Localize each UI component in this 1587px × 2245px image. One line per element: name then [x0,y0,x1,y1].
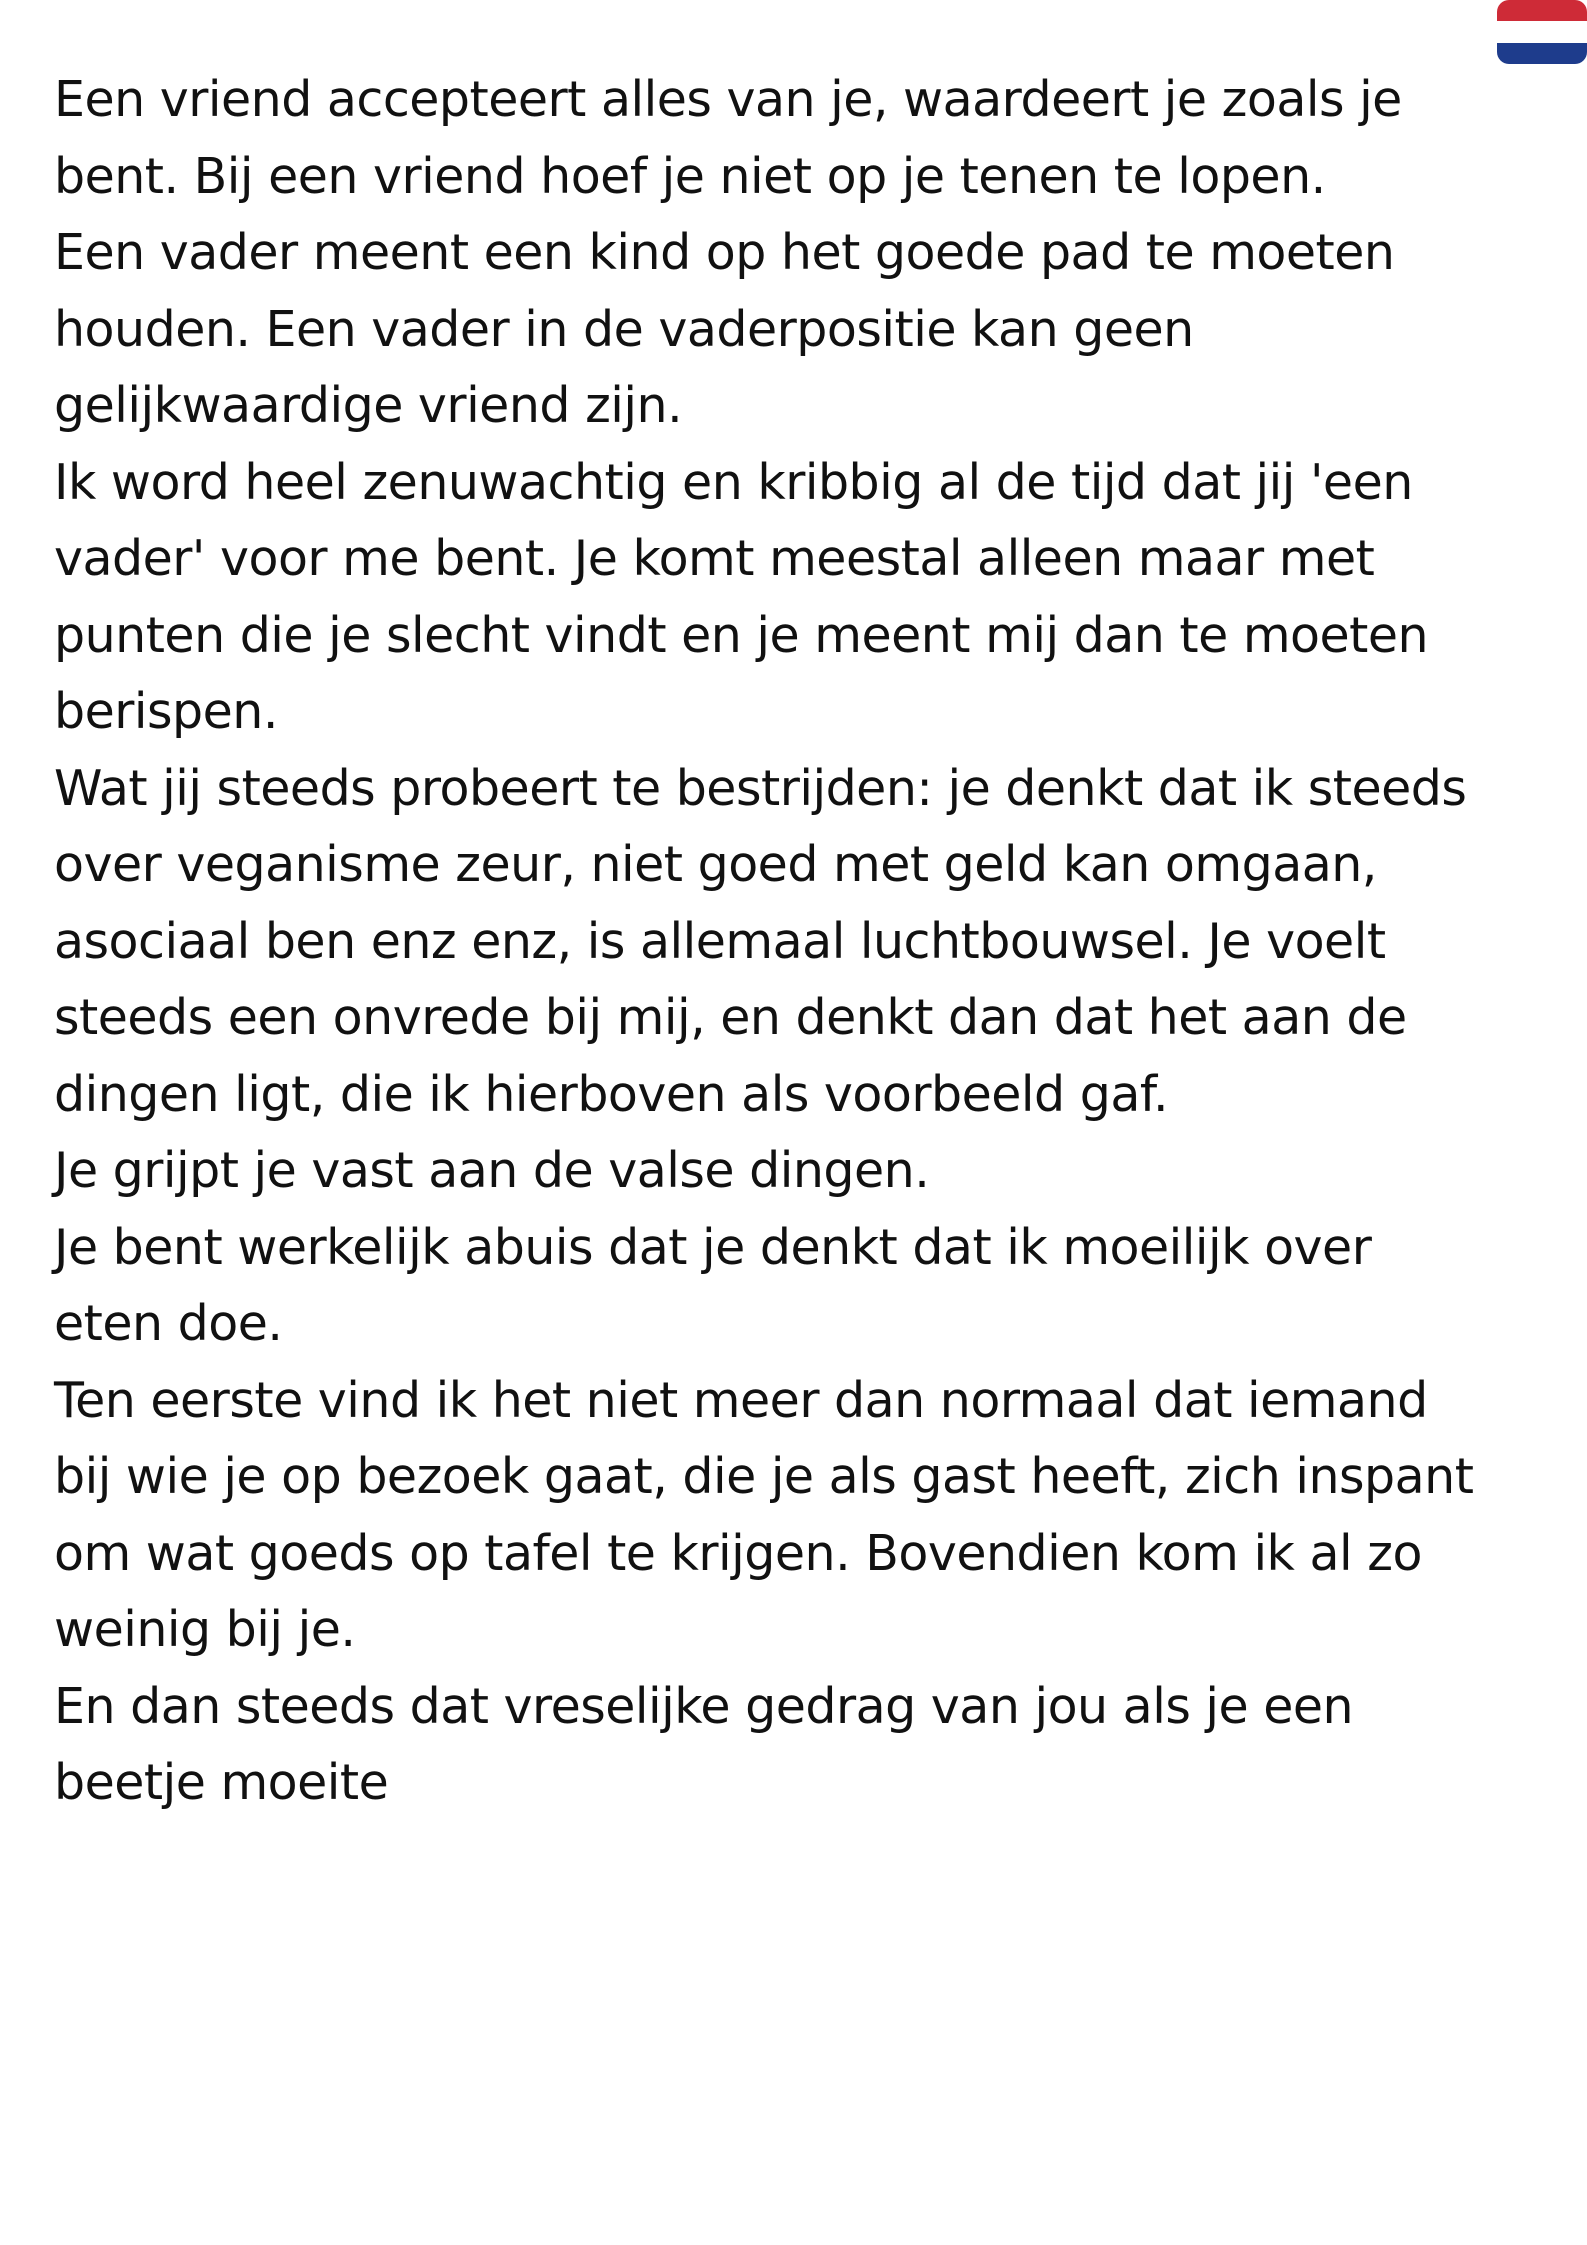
text-line: over veganisme zeur, niet goed met geld kan omgaan, [54,836,1377,893]
text-line: dingen ligt, die ik hierboven als voorbeeld gaf. [54,1065,1169,1123]
text-line: om wat goeds op tafel te krijgen. Bovendien kom ik al zo [54,1524,1422,1582]
text-line: Je bent werkelijk abuis dat je denkt dat ik moeilijk over [54,1218,1372,1276]
text-line: Wat jij steeds probeert te bestrijden: je denkt dat ik steeds [54,759,1467,817]
text-line: beetje moeite [54,1754,389,1811]
text-line: weinig bij je. [54,1601,356,1658]
netherlands-flag-icon [1497,0,1587,64]
text-line: Een vader meent een kind op het goede pad te moeten [54,224,1395,281]
text-line: Ik word heel zenuwachtig en kribbig al de tijd dat jij 'een [54,453,1413,511]
text-line: Ten eerste vind ik het niet meer dan normaal dat iemand [54,1371,1428,1429]
text-line: steeds een onvrede bij mij, en denkt dan dat het aan de [54,989,1407,1046]
text-line: houden. Een vader in de vaderpositie kan geen [54,300,1194,358]
text-line: gelijkwaardige vriend zijn. [54,377,683,434]
letter-text [54,62,1582,1822]
text-line: eten doe. [54,1295,283,1352]
text-line: Je grijpt je vast aan de valse dingen. [54,1142,930,1199]
text-line: En dan steeds dat vreselijke gedrag van jou als je een [54,1677,1354,1735]
flag-stripe-white [1497,21,1587,42]
text-line: punten die je slecht vindt en je meent mij dan te moeten [54,606,1429,664]
text-line: Een vriend accepteert alles van je, waardeert je zoals je [54,71,1402,128]
text-line: bij wie je op bezoek gaat, die je als gast heeft, zich inspant [54,1448,1474,1505]
text-line: berispen. [54,683,278,740]
flag-stripe-red [1497,0,1587,21]
text-line: bent. Bij een vriend hoef je niet op je tenen te lopen. [54,147,1326,205]
flag-stripe-blue [1497,43,1587,64]
text-line: asociaal ben enz enz, is allemaal luchtbouwsel. Je voelt [54,912,1386,970]
text-line: vader' voor me bent. Je komt meestal alleen maar met [54,530,1375,587]
